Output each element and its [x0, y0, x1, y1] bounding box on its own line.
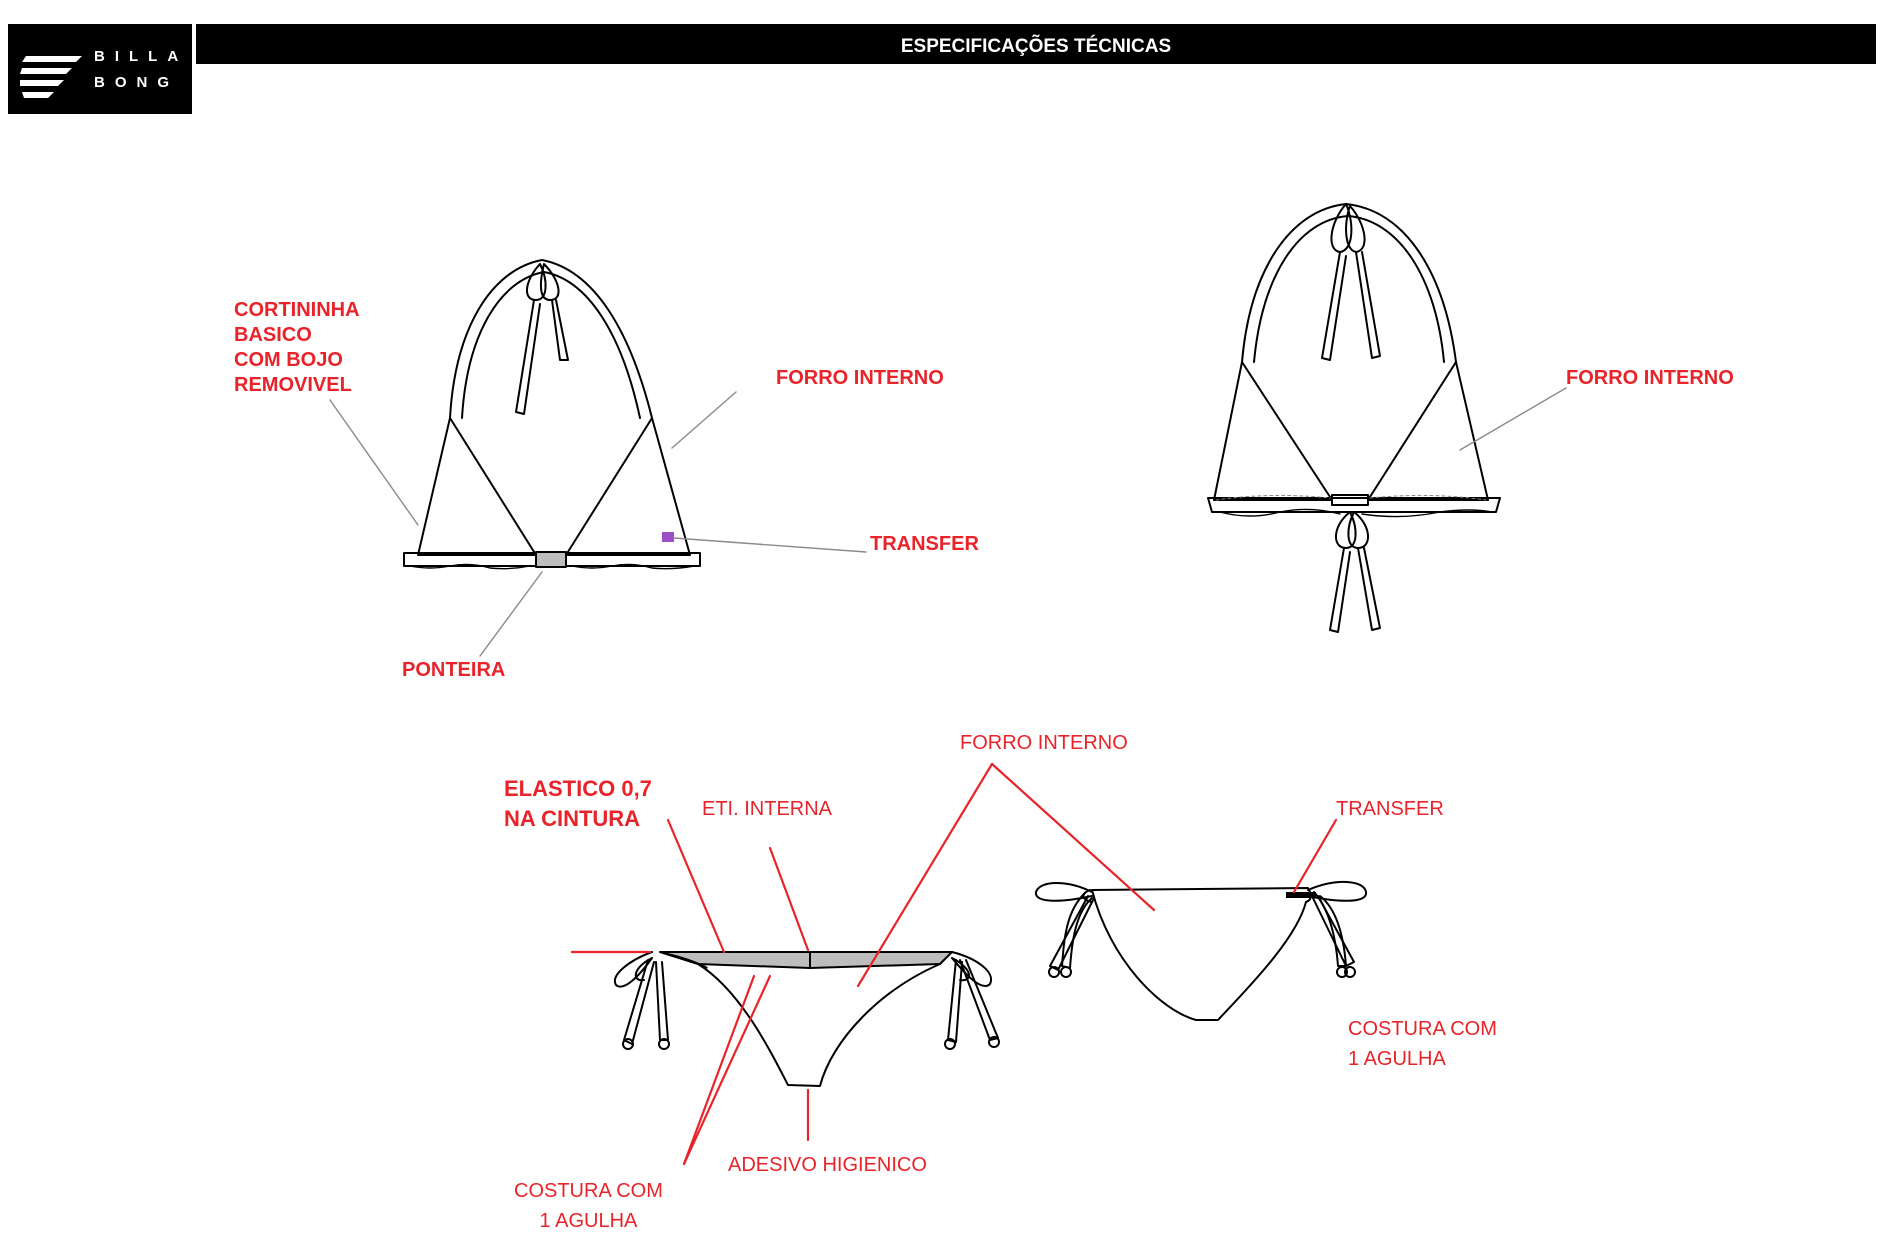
label-seam-back: COSTURA COM 1 AGULHA — [1348, 1018, 1497, 1070]
logo-text-line1: BILLA — [94, 48, 189, 65]
label-lining-top-back: FORRO INTERNO — [1566, 367, 1734, 389]
label-lining-top-front: FORRO INTERNO — [776, 367, 944, 389]
label-transfer-top: TRANSFER — [870, 533, 979, 555]
label-transfer-bottom: TRANSFER — [1336, 798, 1444, 820]
bikini-bottom-front — [615, 952, 999, 1086]
brand-tag-icon — [1286, 892, 1316, 898]
bikini-bottom-back — [1036, 882, 1366, 1020]
label-adhesive: ADESIVO HIGIENICO — [728, 1154, 927, 1176]
label-seam-front: COSTURA COM 1 AGULHA — [514, 1180, 663, 1232]
label-lining-bottom: FORRO INTERNO — [960, 732, 1128, 754]
label-model-name: CORTININHA BASICO COM BOJO REMOVIVEL — [234, 299, 360, 396]
label-internal-tag: ETI. INTERNA — [702, 798, 833, 820]
center-tip-ponteira — [536, 552, 566, 567]
bikini-top-front — [404, 260, 700, 569]
label-tip: PONTEIRA — [402, 659, 506, 681]
transfer-mark-icon — [662, 532, 674, 542]
leader-lines-red — [572, 764, 1336, 1164]
page-title: ESPECIFICAÇÕES TÉCNICAS — [900, 36, 1172, 57]
label-elastic: ELASTICO 0,7 NA CINTURA — [504, 776, 652, 831]
logo-text-line2: BONG — [94, 74, 179, 91]
bikini-top-back — [1208, 204, 1500, 632]
